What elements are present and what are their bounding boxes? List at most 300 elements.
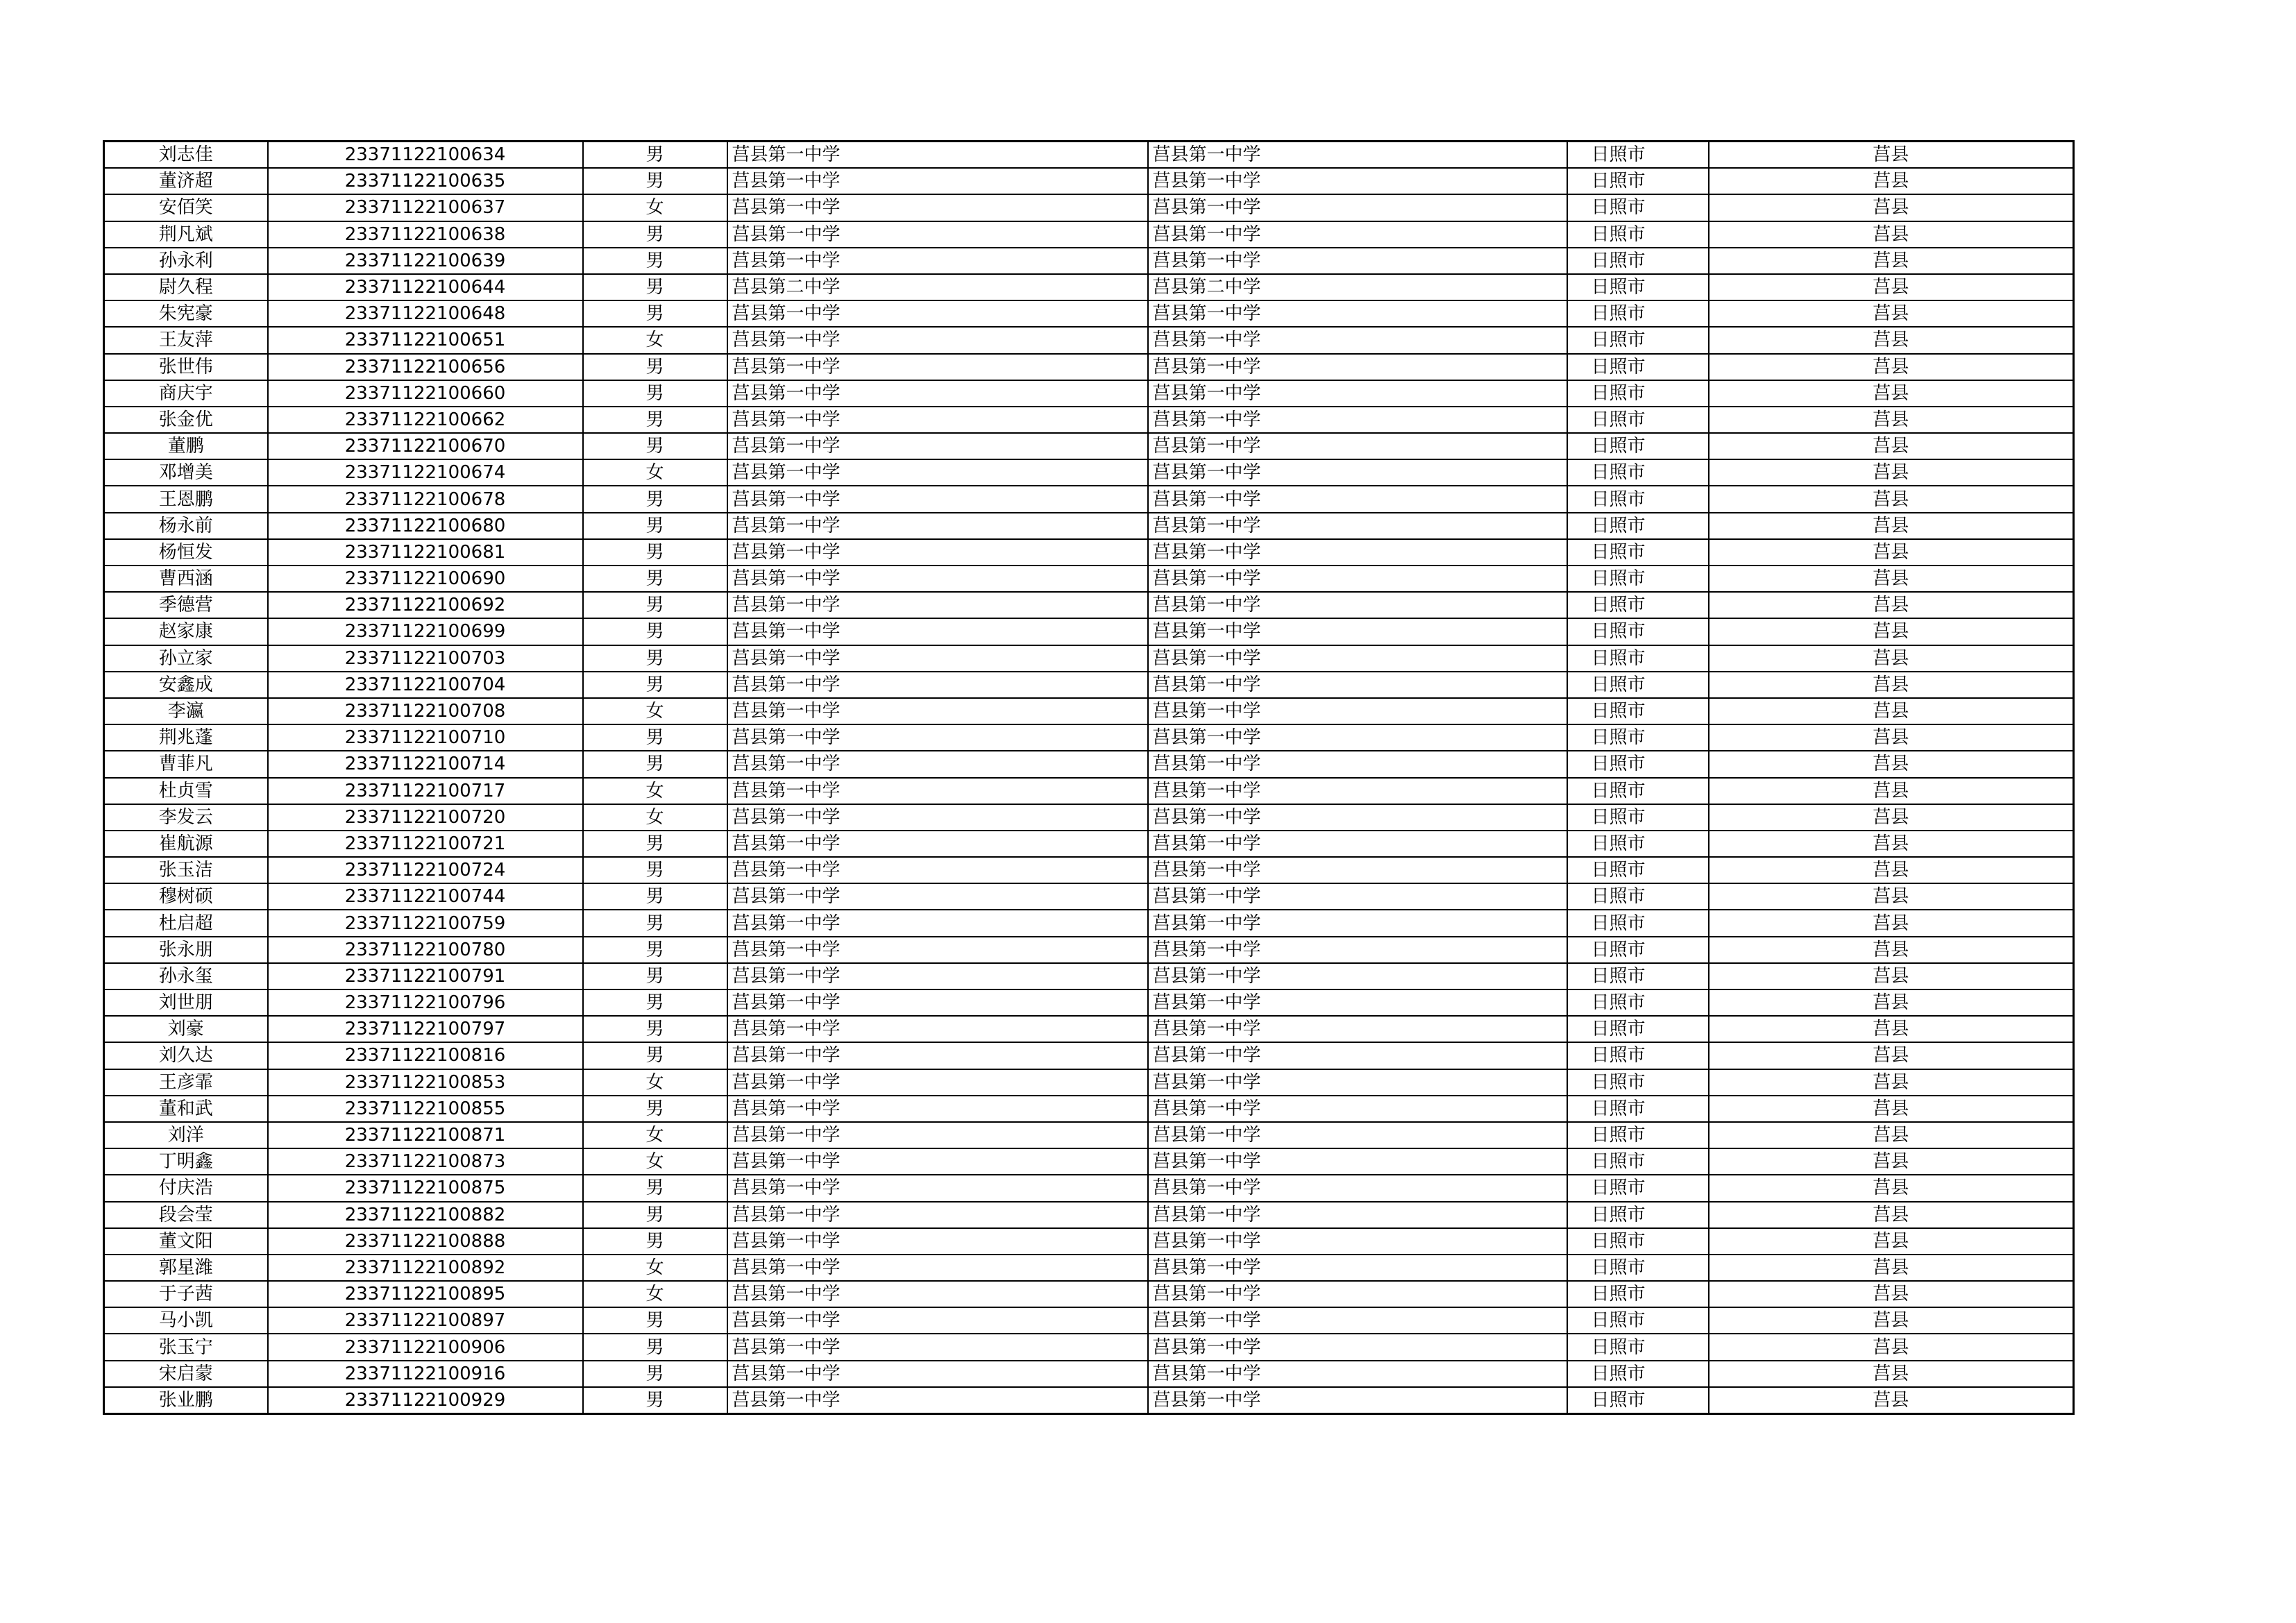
gender-cell: 女 [583,1281,727,1307]
table-row [104,433,2074,459]
gender-cell: 男 [583,592,727,618]
table-row [104,592,2074,618]
city-cell: 日照市 [1567,1281,1709,1307]
county-cell: 莒县 [1709,513,2074,539]
student-name-cell: 朱宪豪 [104,300,268,327]
school-cell: 莒县第一中学 [727,937,1148,963]
student-name-cell: 荆凡斌 [104,221,268,248]
gender-cell: 男 [583,831,727,857]
city-cell: 日照市 [1567,380,1709,407]
exam-number-cell: 23371122100717 [268,778,583,804]
school-cell: 莒县第一中学 [727,354,1148,380]
exam-number-cell: 23371122100648 [268,300,583,327]
exam-site-cell: 莒县第一中学 [1148,778,1567,804]
table-row [104,1334,2074,1360]
exam-number-cell: 23371122100916 [268,1361,583,1387]
student-name-cell: 刘志佳 [104,142,268,169]
exam-number-cell: 23371122100704 [268,672,583,698]
table-row [104,751,2074,777]
student-name-cell: 张永朋 [104,937,268,963]
gender-cell: 男 [583,989,727,1016]
table-row [104,618,2074,645]
gender-cell: 男 [583,910,727,936]
county-cell: 莒县 [1709,1281,2074,1307]
school-cell: 莒县第一中学 [727,459,1148,486]
exam-number-cell: 23371122100895 [268,1281,583,1307]
table-row [104,539,2074,566]
exam-number-cell: 23371122100797 [268,1016,583,1042]
student-name-cell: 安鑫成 [104,672,268,698]
table-row [104,566,2074,592]
county-cell: 莒县 [1709,883,2074,910]
exam-number-cell: 23371122100710 [268,724,583,751]
table-row [104,168,2074,194]
student-name-cell: 荆兆蓬 [104,724,268,751]
gender-cell: 男 [583,1228,727,1255]
city-cell: 日照市 [1567,937,1709,963]
school-cell: 莒县第一中学 [727,804,1148,831]
school-cell: 莒县第一中学 [727,194,1148,221]
table-row [104,883,2074,910]
city-cell: 日照市 [1567,566,1709,592]
county-cell: 莒县 [1709,1228,2074,1255]
student-name-cell: 李瀛 [104,698,268,724]
exam-number-cell: 23371122100724 [268,857,583,883]
county-cell: 莒县 [1709,1202,2074,1228]
gender-cell: 男 [583,963,727,989]
gender-cell: 男 [583,1016,727,1042]
school-cell: 莒县第一中学 [727,566,1148,592]
county-cell: 莒县 [1709,804,2074,831]
exam-number-cell: 23371122100699 [268,618,583,645]
gender-cell: 女 [583,1255,727,1281]
city-cell: 日照市 [1567,1202,1709,1228]
school-cell: 莒县第一中学 [727,486,1148,512]
county-cell: 莒县 [1709,407,2074,433]
table-row [104,380,2074,407]
exam-number-cell: 23371122100892 [268,1255,583,1281]
school-cell: 莒县第一中学 [727,618,1148,645]
table-body [104,142,2074,1414]
table-row [104,459,2074,486]
school-cell: 莒县第一中学 [727,1202,1148,1228]
table-row [104,672,2074,698]
school-cell: 莒县第一中学 [727,1307,1148,1334]
school-cell: 莒县第一中学 [727,1122,1148,1148]
city-cell: 日照市 [1567,1307,1709,1334]
school-cell: 莒县第一中学 [727,645,1148,672]
county-cell: 莒县 [1709,327,2074,353]
school-cell: 莒县第一中学 [727,883,1148,910]
exam-site-cell: 莒县第一中学 [1148,407,1567,433]
county-cell: 莒县 [1709,1122,2074,1148]
table-row [104,1016,2074,1042]
table-row [104,194,2074,221]
city-cell: 日照市 [1567,1255,1709,1281]
city-cell: 日照市 [1567,883,1709,910]
exam-number-cell: 23371122100906 [268,1334,583,1360]
table-row [104,513,2074,539]
county-cell: 莒县 [1709,221,2074,248]
school-cell: 莒县第一中学 [727,1228,1148,1255]
city-cell: 日照市 [1567,1069,1709,1096]
county-cell: 莒县 [1709,194,2074,221]
student-name-cell: 付庆浩 [104,1175,268,1201]
table-row [104,1307,2074,1334]
gender-cell: 男 [583,221,727,248]
gender-cell: 女 [583,194,727,221]
student-name-cell: 杨永前 [104,513,268,539]
exam-number-cell: 23371122100678 [268,486,583,512]
student-name-cell: 安佰笑 [104,194,268,221]
exam-number-cell: 23371122100635 [268,168,583,194]
student-name-cell: 张金优 [104,407,268,433]
student-name-cell: 张业鹏 [104,1387,268,1414]
exam-site-cell: 莒县第一中学 [1148,910,1567,936]
exam-number-cell: 23371122100816 [268,1042,583,1069]
exam-number-cell: 23371122100708 [268,698,583,724]
exam-site-cell: 莒县第一中学 [1148,168,1567,194]
student-name-cell: 杜贞雪 [104,778,268,804]
student-name-cell: 刘豪 [104,1016,268,1042]
exam-site-cell: 莒县第一中学 [1148,1122,1567,1148]
city-cell: 日照市 [1567,804,1709,831]
school-cell: 莒县第一中学 [727,248,1148,274]
student-name-cell: 曹西涵 [104,566,268,592]
city-cell: 日照市 [1567,248,1709,274]
table-row [104,354,2074,380]
city-cell: 日照市 [1567,407,1709,433]
school-cell: 莒县第一中学 [727,513,1148,539]
exam-number-cell: 23371122100796 [268,989,583,1016]
county-cell: 莒县 [1709,300,2074,327]
exam-number-cell: 23371122100875 [268,1175,583,1201]
county-cell: 莒县 [1709,142,2074,169]
county-cell: 莒县 [1709,989,2074,1016]
table-row [104,963,2074,989]
exam-number-cell: 23371122100853 [268,1069,583,1096]
exam-site-cell: 莒县第一中学 [1148,1175,1567,1201]
exam-site-cell: 莒县第一中学 [1148,459,1567,486]
school-cell: 莒县第一中学 [727,168,1148,194]
exam-site-cell: 莒县第一中学 [1148,1228,1567,1255]
school-cell: 莒县第一中学 [727,1255,1148,1281]
city-cell: 日照市 [1567,459,1709,486]
city-cell: 日照市 [1567,142,1709,169]
city-cell: 日照市 [1567,274,1709,300]
exam-site-cell: 莒县第一中学 [1148,618,1567,645]
student-name-cell: 董文阳 [104,1228,268,1255]
city-cell: 日照市 [1567,1361,1709,1387]
city-cell: 日照市 [1567,539,1709,566]
gender-cell: 男 [583,142,727,169]
school-cell: 莒县第一中学 [727,698,1148,724]
city-cell: 日照市 [1567,751,1709,777]
exam-number-cell: 23371122100634 [268,142,583,169]
city-cell: 日照市 [1567,672,1709,698]
county-cell: 莒县 [1709,1361,2074,1387]
city-cell: 日照市 [1567,168,1709,194]
gender-cell: 男 [583,1175,727,1201]
county-cell: 莒县 [1709,168,2074,194]
county-cell: 莒县 [1709,618,2074,645]
exam-number-cell: 23371122100639 [268,248,583,274]
school-cell: 莒县第一中学 [727,1042,1148,1069]
exam-number-cell: 23371122100871 [268,1122,583,1148]
county-cell: 莒县 [1709,910,2074,936]
table-row [104,724,2074,751]
table-row [104,645,2074,672]
student-name-cell: 郭星潍 [104,1255,268,1281]
student-name-cell: 丁明鑫 [104,1148,268,1175]
table-row [104,778,2074,804]
city-cell: 日照市 [1567,1016,1709,1042]
gender-cell: 男 [583,937,727,963]
city-cell: 日照市 [1567,1228,1709,1255]
exam-number-cell: 23371122100680 [268,513,583,539]
exam-site-cell: 莒县第一中学 [1148,486,1567,512]
county-cell: 莒县 [1709,1255,2074,1281]
school-cell: 莒县第一中学 [727,672,1148,698]
exam-site-cell: 莒县第一中学 [1148,937,1567,963]
exam-site-cell: 莒县第一中学 [1148,1361,1567,1387]
city-cell: 日照市 [1567,1148,1709,1175]
city-cell: 日照市 [1567,1334,1709,1360]
city-cell: 日照市 [1567,831,1709,857]
exam-number-cell: 23371122100882 [268,1202,583,1228]
student-name-cell: 尉久程 [104,274,268,300]
gender-cell: 女 [583,778,727,804]
table-row [104,910,2074,936]
student-name-cell: 董鹏 [104,433,268,459]
exam-number-cell: 23371122100644 [268,274,583,300]
exam-site-cell: 莒县第一中学 [1148,1202,1567,1228]
gender-cell: 男 [583,751,727,777]
table-row [104,1387,2074,1414]
exam-number-cell: 23371122100681 [268,539,583,566]
gender-cell: 男 [583,300,727,327]
city-cell: 日照市 [1567,354,1709,380]
exam-number-cell: 23371122100759 [268,910,583,936]
exam-site-cell: 莒县第一中学 [1148,857,1567,883]
gender-cell: 男 [583,433,727,459]
table-row [104,486,2074,512]
student-name-cell: 刘世朋 [104,989,268,1016]
city-cell: 日照市 [1567,645,1709,672]
school-cell: 莒县第一中学 [727,327,1148,353]
exam-site-cell: 莒县第一中学 [1148,724,1567,751]
table-row [104,831,2074,857]
exam-site-cell: 莒县第一中学 [1148,698,1567,724]
exam-number-cell: 23371122100873 [268,1148,583,1175]
exam-site-cell: 莒县第一中学 [1148,248,1567,274]
city-cell: 日照市 [1567,618,1709,645]
county-cell: 莒县 [1709,857,2074,883]
exam-site-cell: 莒县第一中学 [1148,300,1567,327]
exam-number-cell: 23371122100714 [268,751,583,777]
gender-cell: 男 [583,539,727,566]
student-name-cell: 商庆宇 [104,380,268,407]
school-cell: 莒县第一中学 [727,1096,1148,1122]
exam-number-cell: 23371122100674 [268,459,583,486]
table-row [104,274,2074,300]
city-cell: 日照市 [1567,857,1709,883]
table-row [104,989,2074,1016]
gender-cell: 男 [583,672,727,698]
student-name-cell: 季德营 [104,592,268,618]
student-name-cell: 孙永玺 [104,963,268,989]
exam-site-cell: 莒县第二中学 [1148,274,1567,300]
table-row [104,1361,2074,1387]
table-row [104,221,2074,248]
gender-cell: 男 [583,513,727,539]
exam-site-cell: 莒县第一中学 [1148,539,1567,566]
exam-number-cell: 23371122100638 [268,221,583,248]
table-row [104,1096,2074,1122]
gender-cell: 男 [583,618,727,645]
exam-site-cell: 莒县第一中学 [1148,1148,1567,1175]
exam-site-cell: 莒县第一中学 [1148,1255,1567,1281]
gender-cell: 男 [583,1042,727,1069]
school-cell: 莒县第一中学 [727,910,1148,936]
table-row [104,1255,2074,1281]
exam-site-cell: 莒县第一中学 [1148,1281,1567,1307]
city-cell: 日照市 [1567,592,1709,618]
table-row [104,804,2074,831]
exam-site-cell: 莒县第一中学 [1148,327,1567,353]
table-row [104,327,2074,353]
exam-number-cell: 23371122100791 [268,963,583,989]
gender-cell: 男 [583,168,727,194]
school-cell: 莒县第一中学 [727,142,1148,169]
gender-cell: 男 [583,1202,727,1228]
school-cell: 莒县第一中学 [727,1281,1148,1307]
exam-number-cell: 23371122100662 [268,407,583,433]
student-name-cell: 杜启超 [104,910,268,936]
exam-number-cell: 23371122100660 [268,380,583,407]
county-cell: 莒县 [1709,380,2074,407]
table-row [104,937,2074,963]
county-cell: 莒县 [1709,539,2074,566]
table-row [104,1175,2074,1201]
exam-site-cell: 莒县第一中学 [1148,963,1567,989]
student-name-cell: 李发云 [104,804,268,831]
county-cell: 莒县 [1709,1307,2074,1334]
exam-number-cell: 23371122100780 [268,937,583,963]
county-cell: 莒县 [1709,433,2074,459]
exam-number-cell: 23371122100656 [268,354,583,380]
exam-site-cell: 莒县第一中学 [1148,142,1567,169]
table-row [104,1202,2074,1228]
exam-site-cell: 莒县第一中学 [1148,1042,1567,1069]
exam-site-cell: 莒县第一中学 [1148,433,1567,459]
student-name-cell: 张玉洁 [104,857,268,883]
exam-site-cell: 莒县第一中学 [1148,1096,1567,1122]
student-name-cell: 穆树硕 [104,883,268,910]
county-cell: 莒县 [1709,274,2074,300]
gender-cell: 男 [583,566,727,592]
gender-cell: 男 [583,1334,727,1360]
county-cell: 莒县 [1709,778,2074,804]
city-cell: 日照市 [1567,327,1709,353]
exam-site-cell: 莒县第一中学 [1148,751,1567,777]
city-cell: 日照市 [1567,221,1709,248]
table-row [104,1281,2074,1307]
table-row [104,248,2074,274]
city-cell: 日照市 [1567,724,1709,751]
exam-site-cell: 莒县第一中学 [1148,354,1567,380]
table-row [104,1148,2074,1175]
student-name-cell: 崔航源 [104,831,268,857]
exam-number-cell: 23371122100744 [268,883,583,910]
table-row [104,698,2074,724]
school-cell: 莒县第一中学 [727,1069,1148,1096]
exam-site-cell: 莒县第一中学 [1148,1069,1567,1096]
school-cell: 莒县第一中学 [727,724,1148,751]
exam-number-cell: 23371122100670 [268,433,583,459]
student-name-cell: 王彦霏 [104,1069,268,1096]
student-name-cell: 王友萍 [104,327,268,353]
student-name-cell: 刘久达 [104,1042,268,1069]
gender-cell: 男 [583,274,727,300]
county-cell: 莒县 [1709,698,2074,724]
gender-cell: 男 [583,380,727,407]
exam-site-cell: 莒县第一中学 [1148,513,1567,539]
city-cell: 日照市 [1567,778,1709,804]
school-cell: 莒县第一中学 [727,989,1148,1016]
gender-cell: 女 [583,327,727,353]
city-cell: 日照市 [1567,513,1709,539]
county-cell: 莒县 [1709,963,2074,989]
county-cell: 莒县 [1709,937,2074,963]
exam-number-cell: 23371122100690 [268,566,583,592]
exam-site-cell: 莒县第一中学 [1148,380,1567,407]
student-name-cell: 孙永利 [104,248,268,274]
county-cell: 莒县 [1709,1069,2074,1096]
exam-site-cell: 莒县第一中学 [1148,1016,1567,1042]
exam-site-cell: 莒县第一中学 [1148,1387,1567,1414]
exam-number-cell: 23371122100651 [268,327,583,353]
gender-cell: 男 [583,486,727,512]
city-cell: 日照市 [1567,1175,1709,1201]
table-row [104,857,2074,883]
city-cell: 日照市 [1567,1096,1709,1122]
exam-site-cell: 莒县第一中学 [1148,1307,1567,1334]
gender-cell: 男 [583,883,727,910]
county-cell: 莒县 [1709,645,2074,672]
school-cell: 莒县第二中学 [727,274,1148,300]
gender-cell: 男 [583,407,727,433]
county-cell: 莒县 [1709,831,2074,857]
gender-cell: 男 [583,724,727,751]
gender-cell: 男 [583,1387,727,1414]
school-cell: 莒县第一中学 [727,592,1148,618]
student-name-cell: 杨恒发 [104,539,268,566]
exam-site-cell: 莒县第一中学 [1148,831,1567,857]
exam-site-cell: 莒县第一中学 [1148,645,1567,672]
gender-cell: 男 [583,1096,727,1122]
county-cell: 莒县 [1709,751,2074,777]
city-cell: 日照市 [1567,1122,1709,1148]
gender-cell: 女 [583,1069,727,1096]
city-cell: 日照市 [1567,300,1709,327]
exam-number-cell: 23371122100855 [268,1096,583,1122]
exam-site-cell: 莒县第一中学 [1148,1334,1567,1360]
school-cell: 莒县第一中学 [727,831,1148,857]
county-cell: 莒县 [1709,248,2074,274]
county-cell: 莒县 [1709,1042,2074,1069]
school-cell: 莒县第一中学 [727,407,1148,433]
